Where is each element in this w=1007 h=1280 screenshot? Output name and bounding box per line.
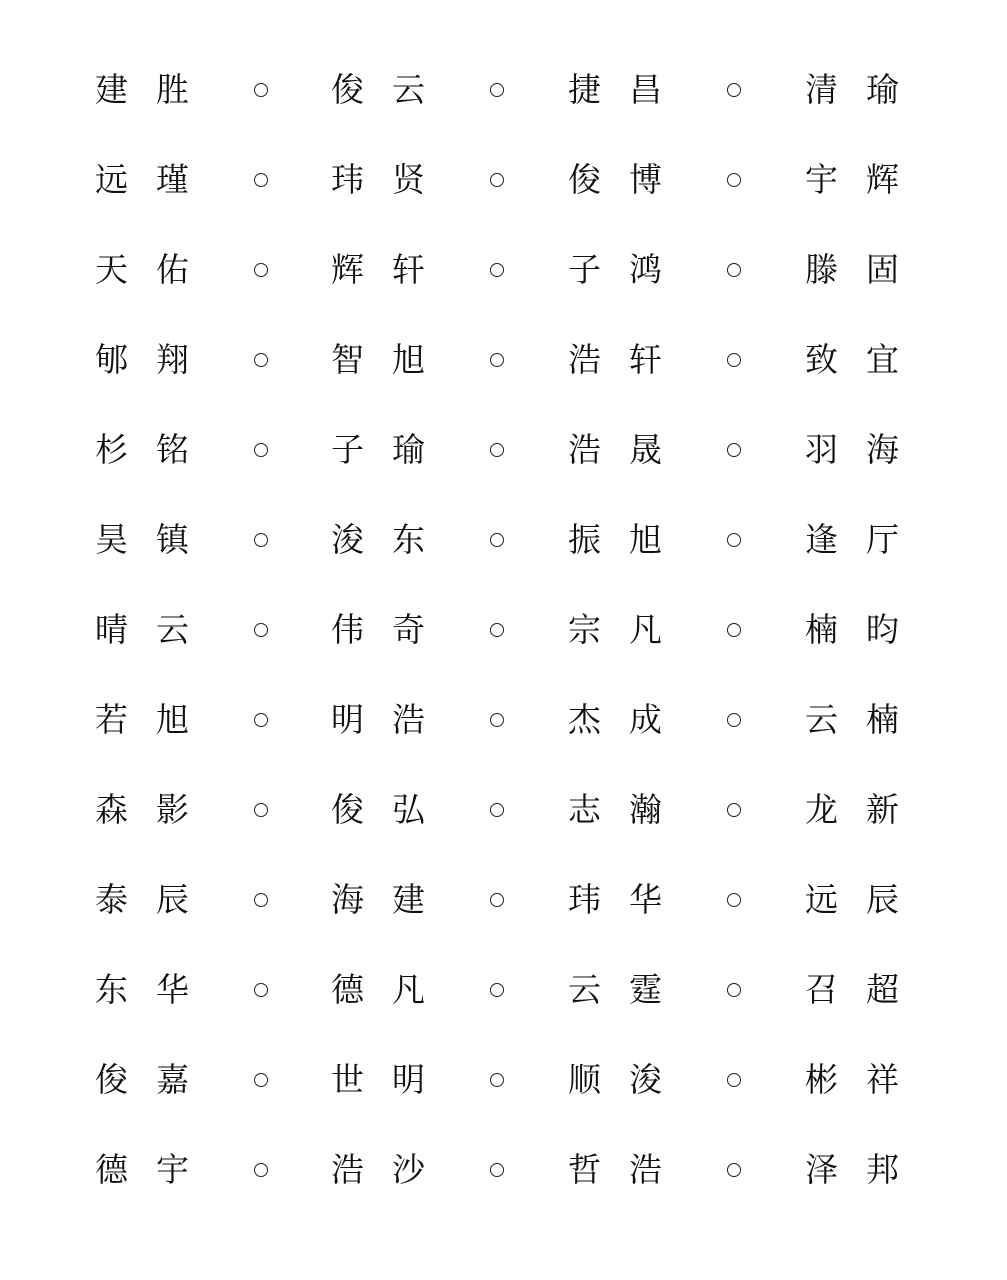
name-row bbox=[0, 405, 1007, 495]
name-entry: 捷 昌 bbox=[568, 70, 662, 109]
name-entry: 昊 镇 bbox=[95, 520, 189, 559]
name-entry: 召 超 bbox=[805, 970, 899, 1009]
name-entry: 浩 晟 bbox=[568, 430, 662, 469]
small-circle-icon bbox=[490, 353, 504, 367]
name-entry: 伟 奇 bbox=[331, 610, 425, 649]
small-circle-icon bbox=[490, 983, 504, 997]
small-circle-icon bbox=[254, 893, 268, 907]
small-circle-icon bbox=[727, 83, 741, 97]
small-circle-icon bbox=[254, 353, 268, 367]
small-circle-icon bbox=[254, 623, 268, 637]
small-circle-icon bbox=[254, 533, 268, 547]
small-circle-icon bbox=[490, 263, 504, 277]
small-circle-icon bbox=[254, 1163, 268, 1177]
name-entry: 俊 弘 bbox=[331, 790, 425, 829]
name-entry: 建 胜 bbox=[95, 70, 189, 109]
name-entry: 天 佑 bbox=[95, 250, 189, 289]
name-entry: 世 明 bbox=[331, 1060, 425, 1099]
name-entry: 海 建 bbox=[331, 880, 425, 919]
small-circle-icon bbox=[490, 443, 504, 457]
name-entry: 德 宇 bbox=[95, 1150, 189, 1189]
small-circle-icon bbox=[727, 1073, 741, 1087]
name-row bbox=[0, 45, 1007, 135]
small-circle-icon bbox=[254, 803, 268, 817]
name-row bbox=[0, 225, 1007, 315]
name-entry: 晴 云 bbox=[95, 610, 189, 649]
small-circle-icon bbox=[727, 803, 741, 817]
name-entry: 泽 邦 bbox=[805, 1150, 899, 1189]
small-circle-icon bbox=[727, 983, 741, 997]
name-entry: 远 瑾 bbox=[95, 160, 189, 199]
name-entry: 德 凡 bbox=[331, 970, 425, 1009]
small-circle-icon bbox=[254, 443, 268, 457]
name-row bbox=[0, 315, 1007, 405]
small-circle-icon bbox=[490, 533, 504, 547]
name-entry: 顺 浚 bbox=[568, 1060, 662, 1099]
name-entry: 清 瑜 bbox=[805, 70, 899, 109]
name-entry: 玮 贤 bbox=[331, 160, 425, 199]
small-circle-icon bbox=[254, 83, 268, 97]
name-row bbox=[0, 1125, 1007, 1215]
small-circle-icon bbox=[727, 1163, 741, 1177]
name-entry: 浩 沙 bbox=[331, 1150, 425, 1189]
name-entry: 远 辰 bbox=[805, 880, 899, 919]
small-circle-icon bbox=[254, 713, 268, 727]
name-entry: 致 宜 bbox=[805, 340, 899, 379]
name-row bbox=[0, 855, 1007, 945]
name-entry: 云 霆 bbox=[568, 970, 662, 1009]
name-entry: 逢 厅 bbox=[805, 520, 899, 559]
small-circle-icon bbox=[490, 1073, 504, 1087]
name-entry: 辉 轩 bbox=[331, 250, 425, 289]
small-circle-icon bbox=[254, 983, 268, 997]
name-row bbox=[0, 135, 1007, 225]
name-row bbox=[0, 945, 1007, 1035]
name-entry: 玮 华 bbox=[568, 880, 662, 919]
small-circle-icon bbox=[490, 623, 504, 637]
name-entry: 浚 东 bbox=[331, 520, 425, 559]
name-entry: 宇 辉 bbox=[805, 160, 899, 199]
name-entry: 杉 铭 bbox=[95, 430, 189, 469]
name-entry: 龙 新 bbox=[805, 790, 899, 829]
name-entry: 子 鸿 bbox=[568, 250, 662, 289]
name-entry: 云 楠 bbox=[805, 700, 899, 739]
name-list-sheet bbox=[0, 45, 1007, 1215]
name-entry: 浩 轩 bbox=[568, 340, 662, 379]
small-circle-icon bbox=[727, 353, 741, 367]
name-entry: 宗 凡 bbox=[568, 610, 662, 649]
name-entry: 志 瀚 bbox=[568, 790, 662, 829]
name-entry: 俊 嘉 bbox=[95, 1060, 189, 1099]
name-entry: 滕 固 bbox=[805, 250, 899, 289]
name-entry: 子 瑜 bbox=[331, 430, 425, 469]
name-row bbox=[0, 675, 1007, 765]
small-circle-icon bbox=[490, 803, 504, 817]
name-entry: 振 旭 bbox=[568, 520, 662, 559]
small-circle-icon bbox=[490, 893, 504, 907]
small-circle-icon bbox=[490, 713, 504, 727]
name-entry: 智 旭 bbox=[331, 340, 425, 379]
name-entry: 俊 博 bbox=[568, 160, 662, 199]
small-circle-icon bbox=[727, 533, 741, 547]
small-circle-icon bbox=[254, 263, 268, 277]
name-entry: 彬 祥 bbox=[805, 1060, 899, 1099]
name-entry: 东 华 bbox=[95, 970, 189, 1009]
small-circle-icon bbox=[727, 263, 741, 277]
name-row bbox=[0, 765, 1007, 855]
name-entry: 明 浩 bbox=[331, 700, 425, 739]
name-entry: 若 旭 bbox=[95, 700, 189, 739]
name-entry: 森 影 bbox=[95, 790, 189, 829]
small-circle-icon bbox=[727, 893, 741, 907]
small-circle-icon bbox=[727, 173, 741, 187]
small-circle-icon bbox=[727, 623, 741, 637]
name-row bbox=[0, 585, 1007, 675]
small-circle-icon bbox=[727, 713, 741, 727]
small-circle-icon bbox=[727, 443, 741, 457]
small-circle-icon bbox=[254, 173, 268, 187]
name-entry: 郇 翔 bbox=[95, 340, 189, 379]
name-entry: 羽 海 bbox=[805, 430, 899, 469]
small-circle-icon bbox=[490, 83, 504, 97]
small-circle-icon bbox=[490, 1163, 504, 1177]
name-entry: 泰 辰 bbox=[95, 880, 189, 919]
name-row bbox=[0, 495, 1007, 585]
name-entry: 俊 云 bbox=[331, 70, 425, 109]
small-circle-icon bbox=[490, 173, 504, 187]
small-circle-icon bbox=[254, 1073, 268, 1087]
name-row bbox=[0, 1035, 1007, 1125]
name-entry: 杰 成 bbox=[568, 700, 662, 739]
name-entry: 楠 昀 bbox=[805, 610, 899, 649]
name-entry: 哲 浩 bbox=[568, 1150, 662, 1189]
